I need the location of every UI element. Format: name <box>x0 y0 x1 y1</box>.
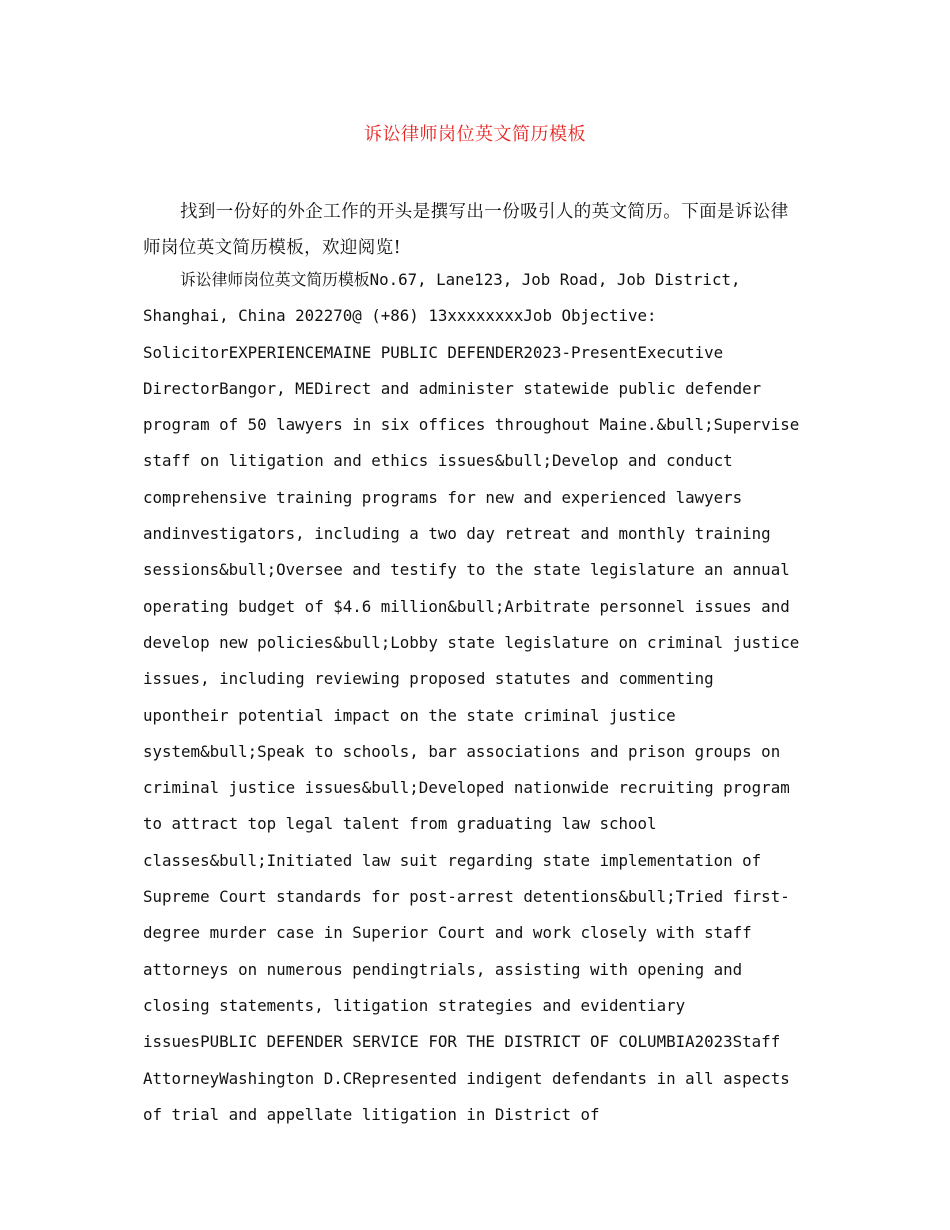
document-title: 诉讼律师岗位英文简历模板 <box>364 124 586 145</box>
intro-paragraph: 找到一份好的外企工作的开头是撰写出一份吸引人的英文简历。下面是诉讼律师岗位英文简历模板，欢迎阅览! <box>143 202 789 258</box>
resume-body-paragraph: 诉讼律师岗位英文简历模板No.67, Lane123, Job Road, Job District, Shanghai, China 202270@ (+86) 13xxxxxxxxJob Objective: SolicitorEXPERIENCEMAINE PUBLIC DEFENDER2023-PresentExecutive DirectorBangor, MEDirect and administer statewide public defender program of 50 lawyers in six offices throughout Maine.&bull;Supervise staff on litigation and ethics issues&bull;Develop and conduct comprehensive training programs for new and experienced lawyers andinvestigators, including a two day retreat and monthly training sessions&bull;Oversee and testify to the state legislature an annual operating budget of $4.6 million&bull;Arbitrate personnel issues and develop new policies&bull;Lobby state legislature on criminal justice issues, including reviewing proposed statutes and commenting upontheir potential impact on the state criminal justice system&bull;Speak to schools, bar associations and prison groups on criminal justice issues&bull;Developed nationwide recruiting program to attract top legal talent from graduating law school classes&bull;Initiated law suit regarding state implementation of Supreme Court standards for post-arrest detentions&bull;Tried first-degree murder case in Superior Court and work closely with staff attorneys on numerous pendingtrials, assisting with opening and closing statements, litigation strategies and evidentiary issuesPUBLIC DEFENDER SERVICE FOR THE DISTRICT OF COLUMBIA2023Staff AttorneyWashington D.CRepresented indigent defendants in all aspects of trial and appellate litigation in District of <box>143 270 800 1124</box>
